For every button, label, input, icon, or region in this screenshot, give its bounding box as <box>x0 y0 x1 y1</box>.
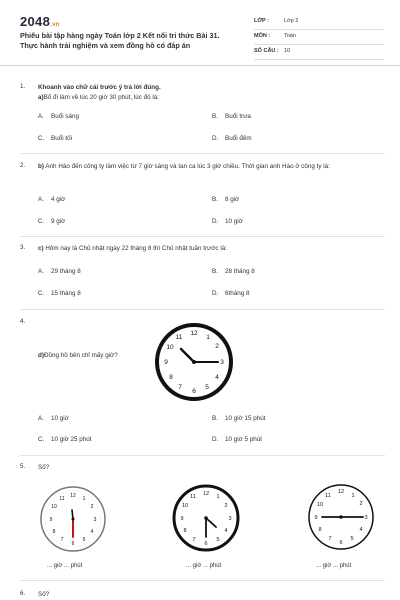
svg-text:2: 2 <box>224 503 228 509</box>
title-line-1: Phiếu bài tập hàng ngày Toán lớp 2 Kết nối tri thức Bài 31. <box>20 31 220 40</box>
option-a[interactable]: A. Buổi sáng <box>38 113 80 120</box>
option-d[interactable]: D. 10 giờ <box>212 218 243 225</box>
svg-text:8: 8 <box>169 374 173 381</box>
svg-text:8: 8 <box>52 529 56 535</box>
question-number: 2. <box>20 162 26 169</box>
meta-value: Toán <box>284 33 296 39</box>
clock-b-icon <box>170 482 242 554</box>
svg-text:1: 1 <box>216 494 220 500</box>
svg-text:3: 3 <box>93 517 97 523</box>
question-number: 3. <box>20 244 26 251</box>
svg-text:9: 9 <box>314 515 318 521</box>
svg-text:2: 2 <box>90 504 94 510</box>
option-b[interactable]: B. 8 giờ <box>212 196 240 203</box>
option-b[interactable]: B. 28 tháng 8 <box>212 268 255 275</box>
meta-row-count <box>254 46 384 60</box>
svg-text:3: 3 <box>220 359 224 366</box>
question-number: 6. <box>20 590 26 597</box>
question-text <box>38 162 383 172</box>
svg-text:11: 11 <box>175 334 183 341</box>
svg-text:7: 7 <box>192 537 196 543</box>
question-body: Bố đi làm về lúc 20 giờ 30 phút, lúc đó là: <box>43 93 160 101</box>
clock-a-icon <box>38 484 108 554</box>
meta-value: Lớp 2 <box>284 18 299 24</box>
svg-text:4: 4 <box>224 528 228 534</box>
svg-text:1: 1 <box>82 496 86 502</box>
title-line-2: Thực hành trải nghiệm và xem đồng hồ có đáp án <box>20 41 191 50</box>
meta-row-class <box>254 16 384 30</box>
question-divider <box>20 153 385 154</box>
svg-text:5: 5 <box>205 384 209 391</box>
svg-text:8: 8 <box>318 527 322 533</box>
svg-text:9: 9 <box>49 517 53 523</box>
question-divider <box>20 580 385 581</box>
question-intro: Khoanh vào chữ cái trước ý trả lời đúng. <box>38 84 161 91</box>
svg-text:10: 10 <box>316 502 324 508</box>
site-logo[interactable] <box>20 14 60 29</box>
svg-text:1: 1 <box>351 493 355 499</box>
question-text <box>38 83 383 102</box>
question-prefix: a) <box>38 93 44 101</box>
clock-c-icon <box>305 481 377 553</box>
svg-text:1: 1 <box>206 334 210 341</box>
meta-value: 10 <box>284 48 291 54</box>
svg-text:10: 10 <box>51 504 57 510</box>
svg-text:7: 7 <box>328 536 332 542</box>
option-c[interactable]: C. Buổi tối <box>38 135 73 142</box>
meta-label: SỐ CÂU : <box>254 48 279 54</box>
svg-text:6: 6 <box>339 540 343 546</box>
svg-text:12: 12 <box>70 493 76 499</box>
svg-text:9: 9 <box>164 359 168 366</box>
question-text: Số? <box>38 464 50 471</box>
meta-table <box>254 16 384 61</box>
svg-text:3: 3 <box>228 516 232 522</box>
svg-text:5: 5 <box>350 536 354 542</box>
svg-text:4: 4 <box>215 374 219 381</box>
answer-blank[interactable]: ... giờ ... phút <box>316 563 352 569</box>
clock-10-15-icon <box>150 318 246 406</box>
logo-main: 2048 <box>20 14 51 29</box>
logo-sub: .vn <box>50 22 60 28</box>
svg-text:3: 3 <box>364 515 368 521</box>
option-b[interactable]: B. Buổi trưa <box>212 113 251 120</box>
option-c[interactable]: C. 9 giờ <box>38 218 66 225</box>
question-body: Hôm nay là Chủ nhật ngày 22 tháng 8 thì Chủ nhật tuần trước là: <box>45 245 227 252</box>
header-divider <box>0 65 400 66</box>
worksheet-title <box>20 31 252 51</box>
question-divider <box>20 236 385 237</box>
question-body: Anh Hào đến công ty làm việc từ 7 giờ sáng và tan ca lúc 3 giờ chiều. Thời gian anh Hào ở công ty là: <box>45 163 330 170</box>
svg-text:11: 11 <box>190 494 196 500</box>
svg-text:12: 12 <box>337 489 345 495</box>
question-text: Số? <box>38 591 50 598</box>
svg-text:11: 11 <box>325 493 331 499</box>
svg-text:7: 7 <box>178 384 182 391</box>
meta-label: LỚP : <box>254 18 269 24</box>
svg-text:12: 12 <box>202 491 210 497</box>
svg-text:4: 4 <box>90 529 94 535</box>
answer-blank[interactable]: ... giờ ... phút <box>186 563 222 569</box>
question-divider <box>20 309 385 310</box>
question-prefix: d) <box>38 352 44 359</box>
svg-text:2: 2 <box>359 501 363 507</box>
option-a[interactable]: A. 4 giờ <box>38 196 66 203</box>
option-a[interactable]: A. 29 tháng 8 <box>38 268 81 275</box>
question-number: 4. <box>20 318 26 325</box>
question-divider <box>20 455 385 456</box>
option-c[interactable]: C. 15 tháng 8 <box>38 290 81 297</box>
option-d[interactable]: D. 10 giờ 5 phút <box>212 436 263 443</box>
svg-text:8: 8 <box>183 528 187 534</box>
svg-text:10: 10 <box>166 344 174 351</box>
svg-text:7: 7 <box>60 537 64 543</box>
svg-text:6: 6 <box>71 541 75 547</box>
question-4-text <box>38 352 158 359</box>
question-prefix: b) <box>38 163 44 170</box>
question-text <box>38 244 383 254</box>
question-number: 1. <box>20 83 26 90</box>
svg-text:10: 10 <box>181 503 189 509</box>
meta-row-subject <box>254 31 384 45</box>
question-prefix: c) <box>38 245 44 252</box>
svg-text:11: 11 <box>59 496 65 502</box>
option-a[interactable]: A. 10 giờ <box>38 415 69 422</box>
svg-text:6: 6 <box>192 388 196 395</box>
svg-text:6: 6 <box>204 541 208 547</box>
meta-label: MÔN : <box>254 33 271 39</box>
option-d[interactable]: D. Buổi đêm <box>212 135 252 142</box>
answer-blank[interactable]: ... giờ ... phút <box>47 563 83 569</box>
option-d[interactable]: D. 6tháng 8 <box>212 290 250 297</box>
question-number: 5. <box>20 463 26 470</box>
option-c[interactable]: C. 10 giờ 25 phút <box>38 436 92 443</box>
svg-text:9: 9 <box>180 516 184 522</box>
question-body: Đồng hồ bên chỉ mấy giờ? <box>43 352 118 359</box>
svg-text:5: 5 <box>82 537 86 543</box>
option-b[interactable]: B. 10 giờ 15 phút <box>212 415 266 422</box>
svg-text:2: 2 <box>215 343 219 350</box>
svg-text:5: 5 <box>216 537 220 543</box>
svg-text:4: 4 <box>359 527 363 533</box>
svg-text:12: 12 <box>190 330 198 337</box>
header <box>0 0 400 62</box>
